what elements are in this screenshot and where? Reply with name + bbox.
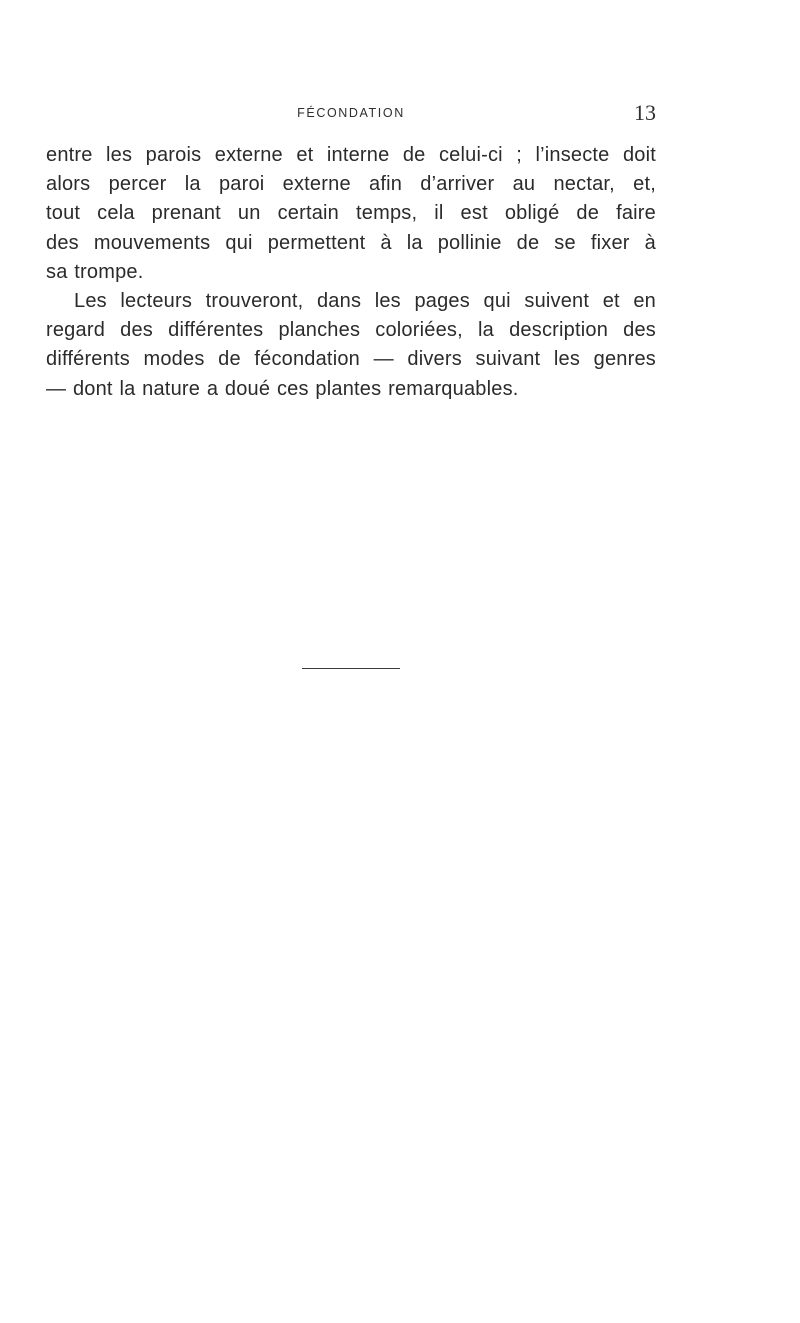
running-header [46,100,656,128]
text-line: regard des différentes planches coloriées, la description des [46,319,656,342]
page-number: 13 [634,100,656,125]
text-line: entre les parois externe et interne de celui-ci ; l’insecte doit [46,144,656,166]
section-end-rule [302,668,400,669]
text-line: tout cela prenant un certain temps, il est obligé de faire [46,202,656,225]
text-line: différents modes de fécondation — divers suivant les genres [46,348,656,371]
text-line: sa trompe. [46,260,144,283]
text-line: des mouvements qui permettent à la pollinie de se fixer à [46,231,656,254]
running-title: FÉCONDATION [297,106,405,120]
text-line: alors percer la paroi externe afin d’arriver au nectar, et, [46,173,656,196]
body-text [46,141,656,404]
text-line: — dont la nature a doué ces plantes remarquables. [46,377,519,400]
text-line: Les lecteurs trouveront, dans les pages qui suivent et en [74,289,656,312]
